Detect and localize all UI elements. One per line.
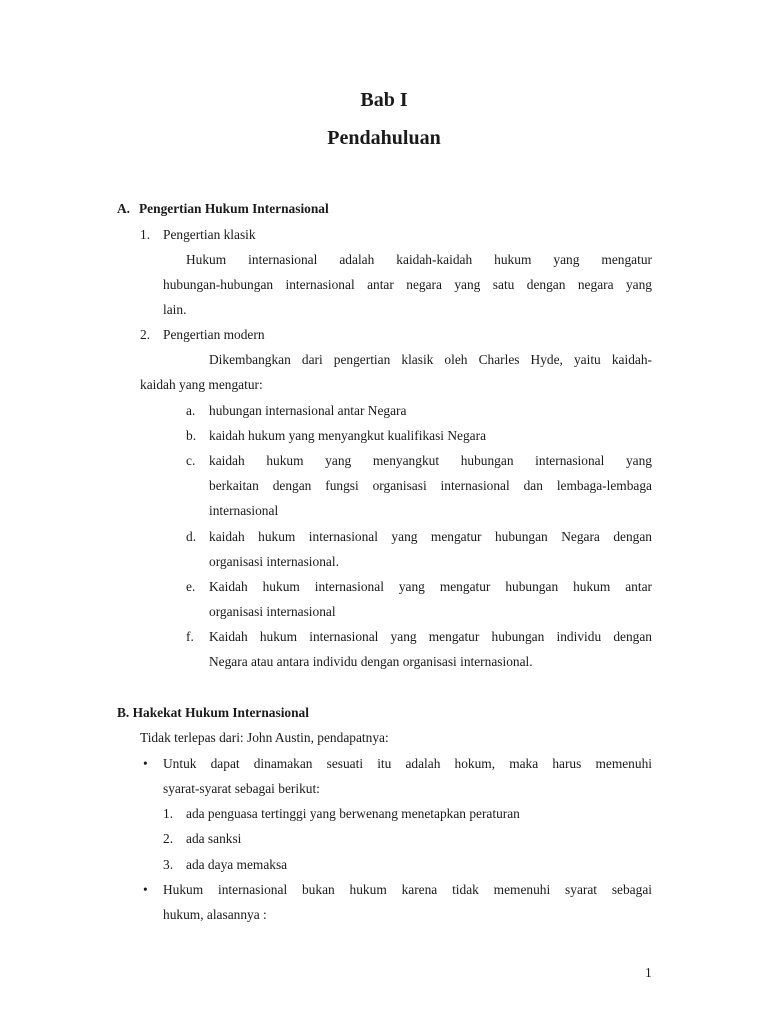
subitem-text: internasional: [209, 503, 279, 518]
subitem-marker: b.: [186, 428, 197, 443]
item-2-label: Pengertian modern: [163, 327, 265, 342]
item-2-line-1: Dikembangkan dari pengertian klasik oleh Charles Hyde, yaitu kaidah-: [209, 352, 652, 367]
chapter-title: Bab I: [360, 89, 408, 111]
subitem-marker: e.: [186, 579, 196, 594]
item-1-line-1: Hukum internasional adalah kaidah-kaidah hukum yang mengatur: [186, 252, 652, 267]
numbered-item-text: ada sanksi: [186, 831, 242, 846]
section-a-heading: Pengertian Hukum Internasional: [139, 201, 329, 216]
item-2-number: 2.: [140, 327, 151, 342]
subitem-text: kaidah hukum yang menyangkut hubungan internasional yang: [209, 453, 652, 468]
subitem-text: Negara atau antara individu dengan organisasi internasional.: [209, 654, 533, 669]
subitem-text: kaidah hukum internasional yang mengatur hubungan Negara dengan: [209, 529, 652, 544]
subitem-marker: d.: [186, 529, 197, 544]
subitem-text: hubungan internasional antar Negara: [209, 403, 407, 418]
numbered-item-text: ada penguasa tertinggi yang berwenang menetapkan peraturan: [186, 806, 520, 821]
numbered-item-number: 3.: [163, 857, 174, 872]
section-b-intro: Tidak terlepas dari: John Austin, pendapatnya:: [140, 730, 389, 745]
chapter-subtitle: Pendahuluan: [327, 127, 441, 149]
item-1-line-3: lain.: [163, 302, 187, 317]
section-a-marker: A.: [117, 201, 131, 216]
subitem-text: Kaidah hukum internasional yang mengatur hubungan hukum antar: [209, 579, 652, 594]
item-1-label: Pengertian klasik: [163, 227, 256, 242]
subitem-text: organisasi internasional.: [209, 554, 339, 569]
bullet-2-line-2: hukum, alasannya :: [163, 907, 267, 922]
numbered-item-text: ada daya memaksa: [186, 857, 288, 872]
bullet-1-line-1: Untuk dapat dinamakan sesuati itu adalah hokum, maka harus memenuhi: [163, 756, 652, 771]
item-1-line-2: hubungan-hubungan internasional antar negara yang satu dengan negara yang: [163, 277, 652, 292]
page-number: 1: [645, 965, 652, 980]
subitem-marker: f.: [186, 629, 194, 644]
numbered-item-number: 2.: [163, 831, 174, 846]
section-b-heading: B. Hakekat Hukum Internasional: [117, 705, 309, 720]
subitem-marker: c.: [186, 453, 196, 468]
bullet-2-line-1: Hukum internasional bukan hukum karena tidak memenuhi syarat sebagai: [163, 882, 652, 897]
subitem-text: kaidah hukum yang menyangkut kualifikasi Negara: [209, 428, 487, 443]
item-1-number: 1.: [140, 227, 151, 242]
subitem-text: organisasi internasional: [209, 604, 336, 619]
numbered-item-number: 1.: [163, 806, 174, 821]
bullet-2-icon: •: [143, 882, 148, 897]
bullet-1-line-2: syarat-syarat sebagai berikut:: [163, 781, 320, 796]
item-2-line-2: kaidah yang mengatur:: [140, 377, 263, 392]
subitem-text: Kaidah hukum internasional yang mengatur hubungan individu dengan: [209, 629, 652, 644]
subitem-marker: a.: [186, 403, 196, 418]
subitem-text: berkaitan dengan fungsi organisasi internasional dan lembaga-lembaga: [209, 478, 652, 493]
bullet-1-icon: •: [143, 756, 148, 771]
